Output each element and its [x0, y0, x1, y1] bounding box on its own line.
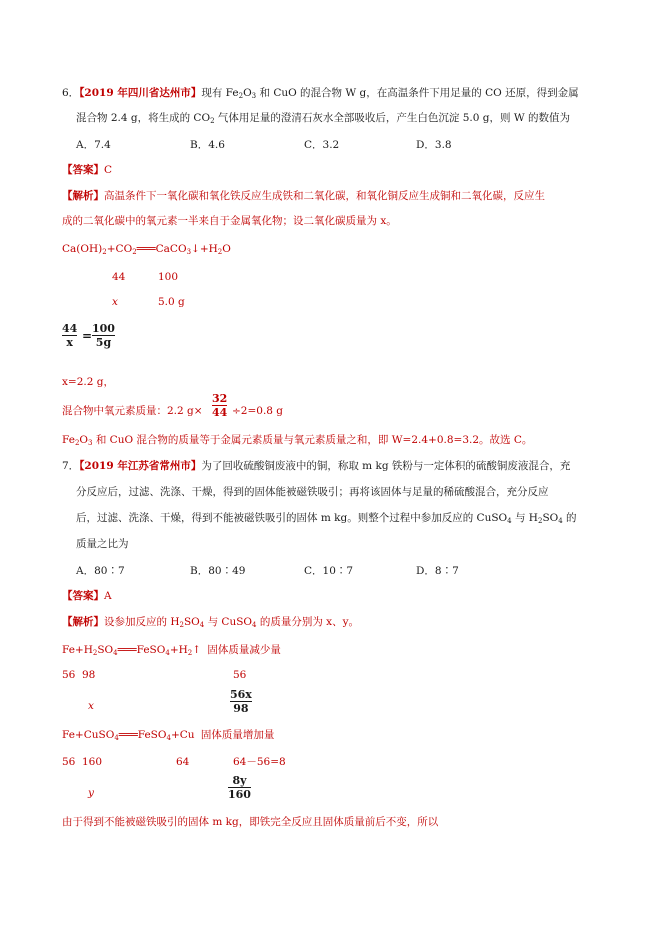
question-source: 【2019 年江苏省常州市】 — [79, 460, 202, 472]
option-c: C．10∶7 — [304, 565, 354, 577]
ratio-variable: y — [88, 787, 94, 799]
option-b: B．4.6 — [190, 139, 225, 151]
analysis-7-conclusion: 由于得到不能被磁铁吸引的固体 m kg，即铁完全反应且固体质量前后不变，所以 — [62, 816, 439, 828]
answer-7 — [62, 589, 112, 603]
analysis-7-line-1: 【解析】设参加反应的 $H_2SO_4$ 与 CuSO$_4$ 的质量分别为 x、y。 — [62, 616, 360, 629]
ratio-value: 56 — [62, 669, 76, 681]
ratio-value: 98 — [82, 669, 96, 681]
ratio-value: 64 — [176, 756, 190, 768]
oxygen-mass-label: 混合物中氧元素质量：2.2 g× — [62, 405, 203, 417]
question-number: 7． — [62, 460, 80, 472]
fraction-32-over-44: 32 44 — [212, 392, 228, 419]
ratio-value: 56 — [233, 669, 247, 681]
question-7-line-1: 7．【2019 年江苏省常州市】为了回收硫酸铜废液中的铜，称取 m kg 铁粉与一定体积的硫酸铜废液混合，充 — [62, 460, 571, 472]
question-7-line-3: 后，过滤、洗涤、干燥，得到不能被磁铁吸引的固体 m kg。则整个过程中参加反应的 CuSO$_4$ 与 $H_2SO_4$ 的 — [76, 512, 577, 525]
option-d: D．8∶7 — [416, 565, 459, 577]
answer-6 — [62, 163, 112, 177]
ratio-value: 160 — [82, 756, 103, 768]
fraction-44-over-x: 44 x — [62, 322, 78, 349]
option-d: D．3.8 — [416, 139, 452, 151]
equation-note: 固体质量减少量 — [207, 644, 281, 656]
option-b: B．80∶49 — [190, 565, 246, 577]
ratio-value: 5.0 g — [158, 296, 185, 308]
answer-value: A — [104, 590, 112, 602]
oxygen-mass-result: ÷2=0.8 g — [232, 405, 284, 417]
ratio-value: 44 — [112, 271, 126, 283]
option-a: A．80∶7 — [76, 565, 125, 577]
result-x: x=2.2 g， — [62, 376, 114, 388]
question-source: 【2019 年四川省达州市】 — [79, 87, 202, 99]
analysis-6-conclusion: $Fe_2O_3$ 和 CuO 混合物的质量等于金属元素质量与氧元素质量之和，即 W=2.4+0.8=3.2。故选 C。 — [62, 434, 533, 447]
answer-label: 【答案】 — [62, 590, 104, 602]
question-7-line-4: 质量之比为 — [76, 538, 129, 550]
ratio-value: 100 — [158, 271, 179, 283]
analysis-6-line-1: 【解析】高温条件下一氧化碳和氧化铁反应生成铁和二氧化碳，和氧化铜反应生成铜和二氧化碳，反应生 — [62, 190, 545, 202]
equals-sign: = — [82, 329, 93, 343]
answer-label: 【答案】 — [62, 164, 104, 176]
mass-increase: 64－56=8 — [233, 756, 286, 768]
equation-fe-cuso4: Fe+CuSO$_4$═══FeSO$_4$+Cu 固体质量增加量 — [62, 729, 275, 742]
ratio-variable: x — [88, 700, 94, 712]
equation-note: 固体质量增加量 — [200, 729, 275, 741]
option-c: C．3.2 — [304, 139, 340, 151]
ratio-value: 56 — [62, 756, 76, 768]
equation-caco3: $Ca(OH)_2+CO_2═══CaCO_3↓+H_2O$ — [62, 243, 231, 256]
answer-value: C — [104, 164, 113, 176]
ratio-variable: x — [112, 296, 118, 308]
analysis-label: 【解析】 — [62, 616, 104, 628]
question-6-line-2: 混合物 2.4 g，将生成的 $CO_2$ 气体用足量的澄清石灰水全部吸收后，产生白色沉淀 5.0 g，则 W 的数值为 — [76, 112, 570, 125]
equation-fe-h2so4: $Fe+H_2SO_4═══FeSO_4+H_2↑$ 固体质量减少量 — [62, 644, 281, 657]
analysis-label: 【解析】 — [62, 190, 104, 202]
option-a: A．7.4 — [76, 139, 111, 151]
question-number: 6． — [62, 87, 80, 99]
question-7-line-2: 分反应后，过滤、洗涤、干燥，得到的固体能被磁铁吸引；再将该固体与足量的稀硫酸混合，充分反应 — [76, 486, 549, 498]
question-6-line-1: 6．【2019 年四川省达州市】现有 $Fe_2O_3$ 和 CuO 的混合物 W g，在高温条件下用足量的 CO 还原，得到金属 — [62, 87, 579, 100]
fraction-8y-over-160: 8y 160 — [228, 774, 251, 801]
fraction-56x-over-98: 56x 98 — [230, 688, 252, 715]
analysis-6-line-2: 成的二氧化碳中的氧元素一半来自于金属氧化物；设二氧化碳质量为 x。 — [62, 215, 397, 227]
fraction-100-over-5g: 100 5g — [92, 322, 115, 349]
